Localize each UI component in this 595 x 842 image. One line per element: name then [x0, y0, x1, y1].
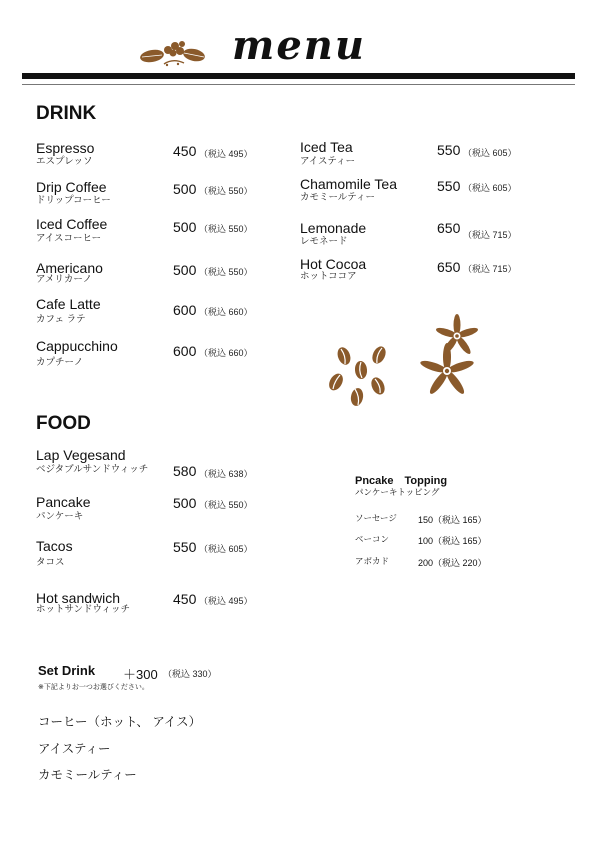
- food-price: 500: [173, 495, 197, 511]
- set-drink-tax: （税込 330）: [163, 669, 217, 679]
- drink-price: 500: [173, 262, 197, 278]
- topping-subtitle: パンケーキトッピング: [355, 487, 440, 497]
- food-sub: ベジタブルサンドウィッチ: [36, 464, 149, 475]
- topping-name: ソーセージ: [355, 513, 397, 523]
- drink-tax: （税込 605）: [463, 148, 517, 158]
- header-divider-thick: [22, 73, 575, 79]
- drink-sub: ドリップコーヒー: [36, 195, 111, 206]
- topping-name: アボカド: [355, 556, 390, 566]
- coffee-flowers-icon: [415, 314, 485, 400]
- drink-tax: （税込 550）: [199, 267, 253, 277]
- food-tax: （税込 550）: [199, 500, 253, 510]
- drink-tax: （税込 550）: [199, 186, 253, 196]
- food-name: Tacos: [36, 538, 73, 554]
- topping-price: 150（税込 165）: [418, 515, 487, 525]
- drink-sub: レモネード: [300, 236, 348, 247]
- coffee-beans-illustration: [326, 342, 392, 410]
- drink-sub: アメリカーノ: [36, 274, 93, 285]
- header-divider-thin: [22, 84, 575, 85]
- drink-name: Chamomile Tea: [300, 176, 398, 192]
- drink-price: 600: [173, 302, 197, 318]
- drink-name: Americano: [36, 260, 103, 276]
- set-option: カモミールティー: [38, 768, 137, 782]
- drink-sub: アイスコーヒー: [36, 233, 102, 244]
- topping-price: 200（税込 220）: [418, 558, 487, 568]
- topping-name: ベーコン: [355, 534, 390, 544]
- drink-price: 650: [437, 220, 461, 236]
- drink-price: 500: [173, 219, 197, 235]
- drink-tax: （税込 605）: [463, 183, 517, 193]
- food-sub: タコス: [36, 557, 65, 568]
- drink-price: 500: [173, 181, 197, 197]
- drink-price: 600: [173, 343, 197, 359]
- food-sub: パンケーキ: [36, 511, 84, 522]
- food-name: Hot sandwich: [36, 590, 121, 606]
- drink-sub: アイスティー: [300, 156, 356, 167]
- drink-tax: （税込 715）: [463, 264, 517, 274]
- food-heading: FOOD: [36, 413, 91, 434]
- coffee-flowers-illustration: [415, 314, 485, 400]
- food-name: Pancake: [36, 494, 91, 510]
- drink-tax: （税込 660）: [199, 348, 253, 358]
- set-drink-price: ＋300: [123, 667, 158, 682]
- coffee-beans-icon: [326, 342, 392, 410]
- set-option: アイスティー: [38, 742, 111, 756]
- drink-name: Drip Coffee: [36, 179, 107, 195]
- set-drink-note: ※下記よりお一つお選びください。: [38, 684, 149, 691]
- drink-sub: カフェ ラテ: [36, 314, 86, 325]
- set-drink-title: Set Drink: [38, 663, 96, 678]
- drink-price: 550: [437, 178, 461, 194]
- drink-tax: （税込 495）: [199, 149, 253, 159]
- drink-sub: カプチーノ: [36, 357, 84, 368]
- drink-sub: ホットココア: [300, 271, 357, 282]
- drink-tax: （税込 715）: [463, 230, 517, 240]
- food-sub: ホットサンドウィッチ: [36, 604, 130, 615]
- drink-sub: エスプレッソ: [36, 156, 93, 167]
- drink-name: Iced Coffee: [36, 216, 108, 232]
- set-option: コーヒー（ホット、 アイス）: [38, 715, 202, 729]
- page-title: menu: [232, 22, 366, 69]
- drink-tax: （税込 660）: [199, 307, 253, 317]
- food-name: Lap Vegesand: [36, 447, 126, 463]
- food-tax: （税込 605）: [199, 544, 253, 554]
- drink-price: 550: [437, 142, 461, 158]
- coffee-branch-icon: [138, 36, 208, 70]
- drink-tax: （税込 550）: [199, 224, 253, 234]
- drink-name: Lemonade: [300, 220, 367, 236]
- drink-name: Hot Cocoa: [300, 256, 367, 272]
- food-tax: （税込 638）: [199, 469, 253, 479]
- food-tax: （税込 495）: [199, 596, 253, 606]
- drink-name: Espresso: [36, 140, 95, 156]
- drink-heading: DRINK: [36, 103, 97, 124]
- food-price: 450: [173, 591, 197, 607]
- food-price: 550: [173, 539, 197, 555]
- drink-price: 650: [437, 259, 461, 275]
- header-logo: [138, 36, 208, 70]
- topping-title: Pncake Topping: [355, 475, 448, 487]
- topping-price: 100（税込 165）: [418, 536, 487, 546]
- drink-name: Iced Tea: [300, 139, 353, 155]
- drink-sub: カモミールティー: [300, 192, 376, 203]
- drink-name: Cafe Latte: [36, 296, 101, 312]
- food-price: 580: [173, 463, 197, 479]
- drink-price: 450: [173, 143, 197, 159]
- drink-name: Cappucchino: [36, 338, 118, 354]
